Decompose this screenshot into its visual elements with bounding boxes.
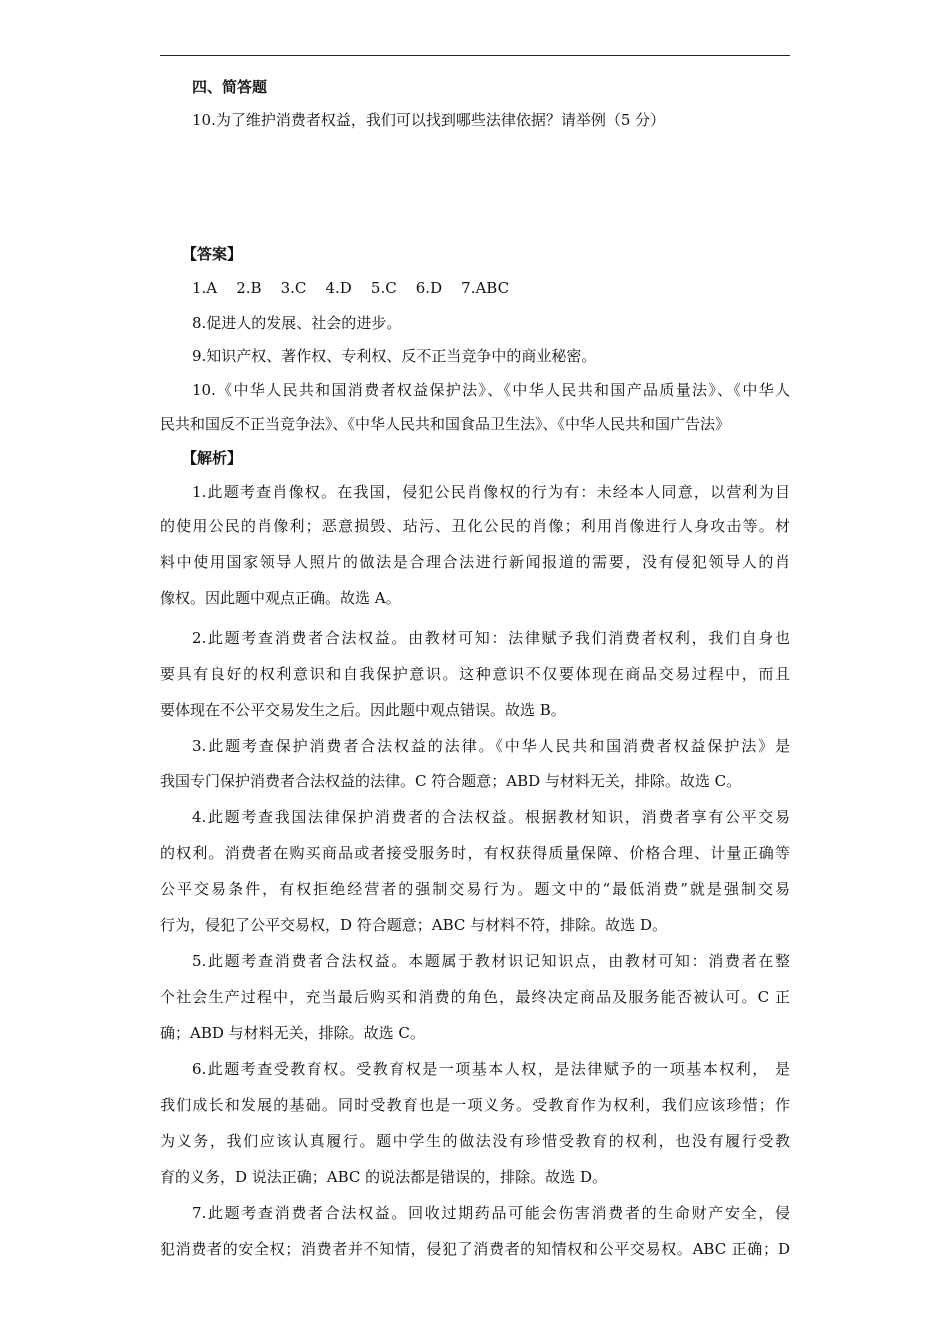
analysis-6-line: 6.此题考查受教育权。受教育权是一项基本人权，是法律赋予的一项基本权利， 是: [192, 1060, 790, 1078]
analysis-4-line: 4.此题考查我国法律保护消费者的合法权益。根据教材知识，消费者享有公平交易: [192, 808, 790, 826]
answer-heading: 【答案】: [182, 245, 243, 263]
analysis-5-line: 确；ABD 与材料无关，排除。故选 C。: [160, 1024, 425, 1042]
analysis-5-line: 个社会生产过程中，充当最后购买和消费的角色，最终决定商品及服务能否被认可。C 正: [160, 988, 790, 1006]
header-rule: [160, 55, 790, 56]
analysis-4-line: 的权利。消费者在购买商品或者接受服务时，有权获得质量保障、价格合理、计量正确等: [160, 844, 790, 862]
analysis-3-line: 3.此题考查保护消费者合法权益的法律。《中华人民共和国消费者权益保护法》是: [192, 737, 790, 755]
analysis-2-line: 2.此题考查消费者合法权益。由教材可知：法律赋予我们消费者权利，我们自身也: [192, 629, 790, 647]
analysis-5-line: 5.此题考查消费者合法权益。本题属于教材识记知识点，由教材可知：消费者在整: [192, 952, 790, 970]
answer-10-line-2: 民共和国反不正当竞争法》、《中华人民共和国食品卫生法》、《中华人民共和国广告法》: [160, 415, 731, 433]
section-heading: 四、简答题: [192, 78, 268, 96]
analysis-1-line: 像权。因此题中观点正确。故选 A。: [160, 589, 401, 607]
analysis-1-line: 料中使用国家领导人照片的做法是合理合法进行新闻报道的需要，没有侵犯领导人的肖: [160, 553, 790, 571]
analysis-7-line: 7.此题考查消费者合法权益。回收过期药品可能会伤害消费者的生命财产安全，侵: [192, 1204, 790, 1222]
analysis-1-line: 的使用公民的肖像利；恶意损毁、玷污、丑化公民的肖像；利用肖像进行人身攻击等。材: [160, 517, 790, 535]
answer-9: 9.知识产权、著作权、专利权、反不正当竞争中的商业秘密。: [192, 347, 597, 365]
analysis-6-line: 为义务，我们应该认真履行。题中学生的做法没有珍惜受教育的权利，也没有履行受教: [160, 1132, 790, 1150]
analysis-2-line: 要体现在不公平交易发生之后。因此题中观点错误。故选 B。: [160, 701, 566, 719]
analysis-7-line: 犯消费者的安全权；消费者并不知情，侵犯了消费者的知情权和公平交易权。ABC 正确；D: [160, 1240, 790, 1258]
analysis-4-line: 公平交易条件，有权拒绝经营者的强制交易行为。题文中的“最低消费”就是强制交易: [160, 880, 790, 898]
analysis-6-line: 育的义务，D 说法正确；ABC 的说法都是错误的，排除。故选 D。: [160, 1168, 607, 1186]
answer-10-line-1: 10.《中华人民共和国消费者权益保护法》、《中华人民共和国产品质量法》、《中华人: [192, 381, 790, 399]
analysis-heading: 【解析】: [182, 449, 243, 467]
analysis-2-line: 要具有良好的权利意识和自我保护意识。这种意识不仅要体现在商品交易过程中，而且: [160, 665, 790, 683]
analysis-3-line: 我国专门保护消费者合法权益的法律。C 符合题意；ABD 与材料无关，排除。故选 C。: [160, 772, 742, 790]
answer-choices: 1.A 2.B 3.C 4.D 5.C 6.D 7.ABC: [192, 279, 510, 297]
analysis-4-line: 行为，侵犯了公平交易权，D 符合题意；ABC 与材料不符，排除。故选 D。: [160, 916, 667, 934]
analysis-1-line: 1.此题考查肖像权。在我国，侵犯公民肖像权的行为有：未经本人同意，以营利为目: [192, 483, 790, 501]
question-10: 10.为了维护消费者权益，我们可以找到哪些法律依据？请举例（5 分）: [192, 111, 666, 129]
analysis-6-line: 我们成长和发展的基础。同时受教育也是一项义务。受教育作为权利，我们应该珍惜；作: [160, 1096, 790, 1114]
answer-8: 8.促进人的发展、社会的进步。: [192, 314, 402, 332]
